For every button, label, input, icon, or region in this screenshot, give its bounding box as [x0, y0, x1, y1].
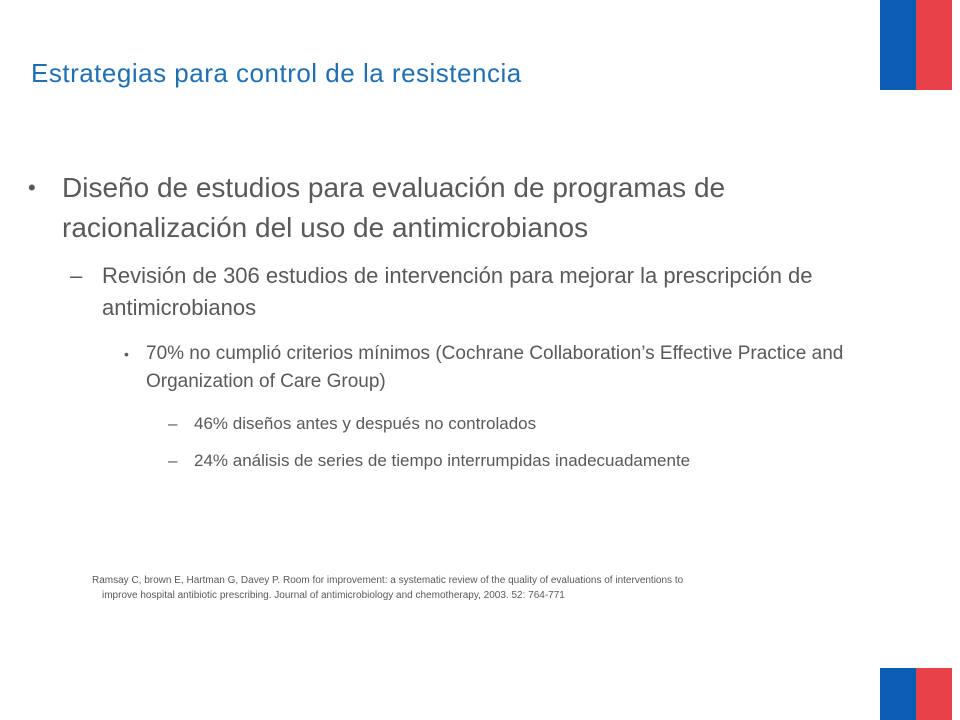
- sub-sub-bullet-text: 70% no cumplió criterios mínimos (Cochrane Collaboration’s Effective Practice and Organization of Care Group): [146, 343, 844, 392]
- reference-line-2: improve hospital antibiotic prescribing. Journal of antimicrobiology and chemotherapy, 2003. 52: 764-771: [102, 590, 565, 601]
- flag-logo-top: [880, 0, 952, 90]
- bullet-level-4: [168, 448, 874, 474]
- flag-red-stripe: [916, 668, 952, 720]
- bullet-level-3: [124, 340, 846, 396]
- slide-title: Estrategias para control de la resistencia: [31, 58, 522, 88]
- dash-icon: –: [168, 414, 178, 433]
- bullet-level-4: [168, 411, 874, 437]
- bullet-level-2: [70, 260, 862, 324]
- dash-icon: –: [70, 263, 83, 288]
- reference-line-1: Ramsay C, brown E, Hartman G, Davey P. Room for improvement: a systematic review of the quality of evaluations of interventions to: [92, 575, 684, 586]
- flag-blue-stripe: [880, 0, 916, 90]
- flag-red-stripe: [916, 0, 952, 90]
- bullet-level-1: [28, 168, 852, 248]
- dash-icon: –: [168, 451, 178, 470]
- sub-bullet-text: Revisión de 306 estudios de intervención para mejorar la prescripción de antimicrobianos: [102, 263, 813, 320]
- bullet-text: Diseño de estudios para evaluación de programas de racionalización del uso de antimicrobianos: [62, 172, 726, 243]
- bullet-icon: •: [28, 175, 36, 200]
- bullet-icon: •: [124, 346, 129, 362]
- detail-text: 46% diseños antes y después no controlados: [194, 414, 537, 433]
- reference-citation: [92, 573, 852, 603]
- flag-logo-bottom: [880, 668, 952, 720]
- detail-text: 24% análisis de series de tiempo interrumpidas inadecuadamente: [194, 451, 691, 470]
- flag-blue-stripe: [880, 668, 916, 720]
